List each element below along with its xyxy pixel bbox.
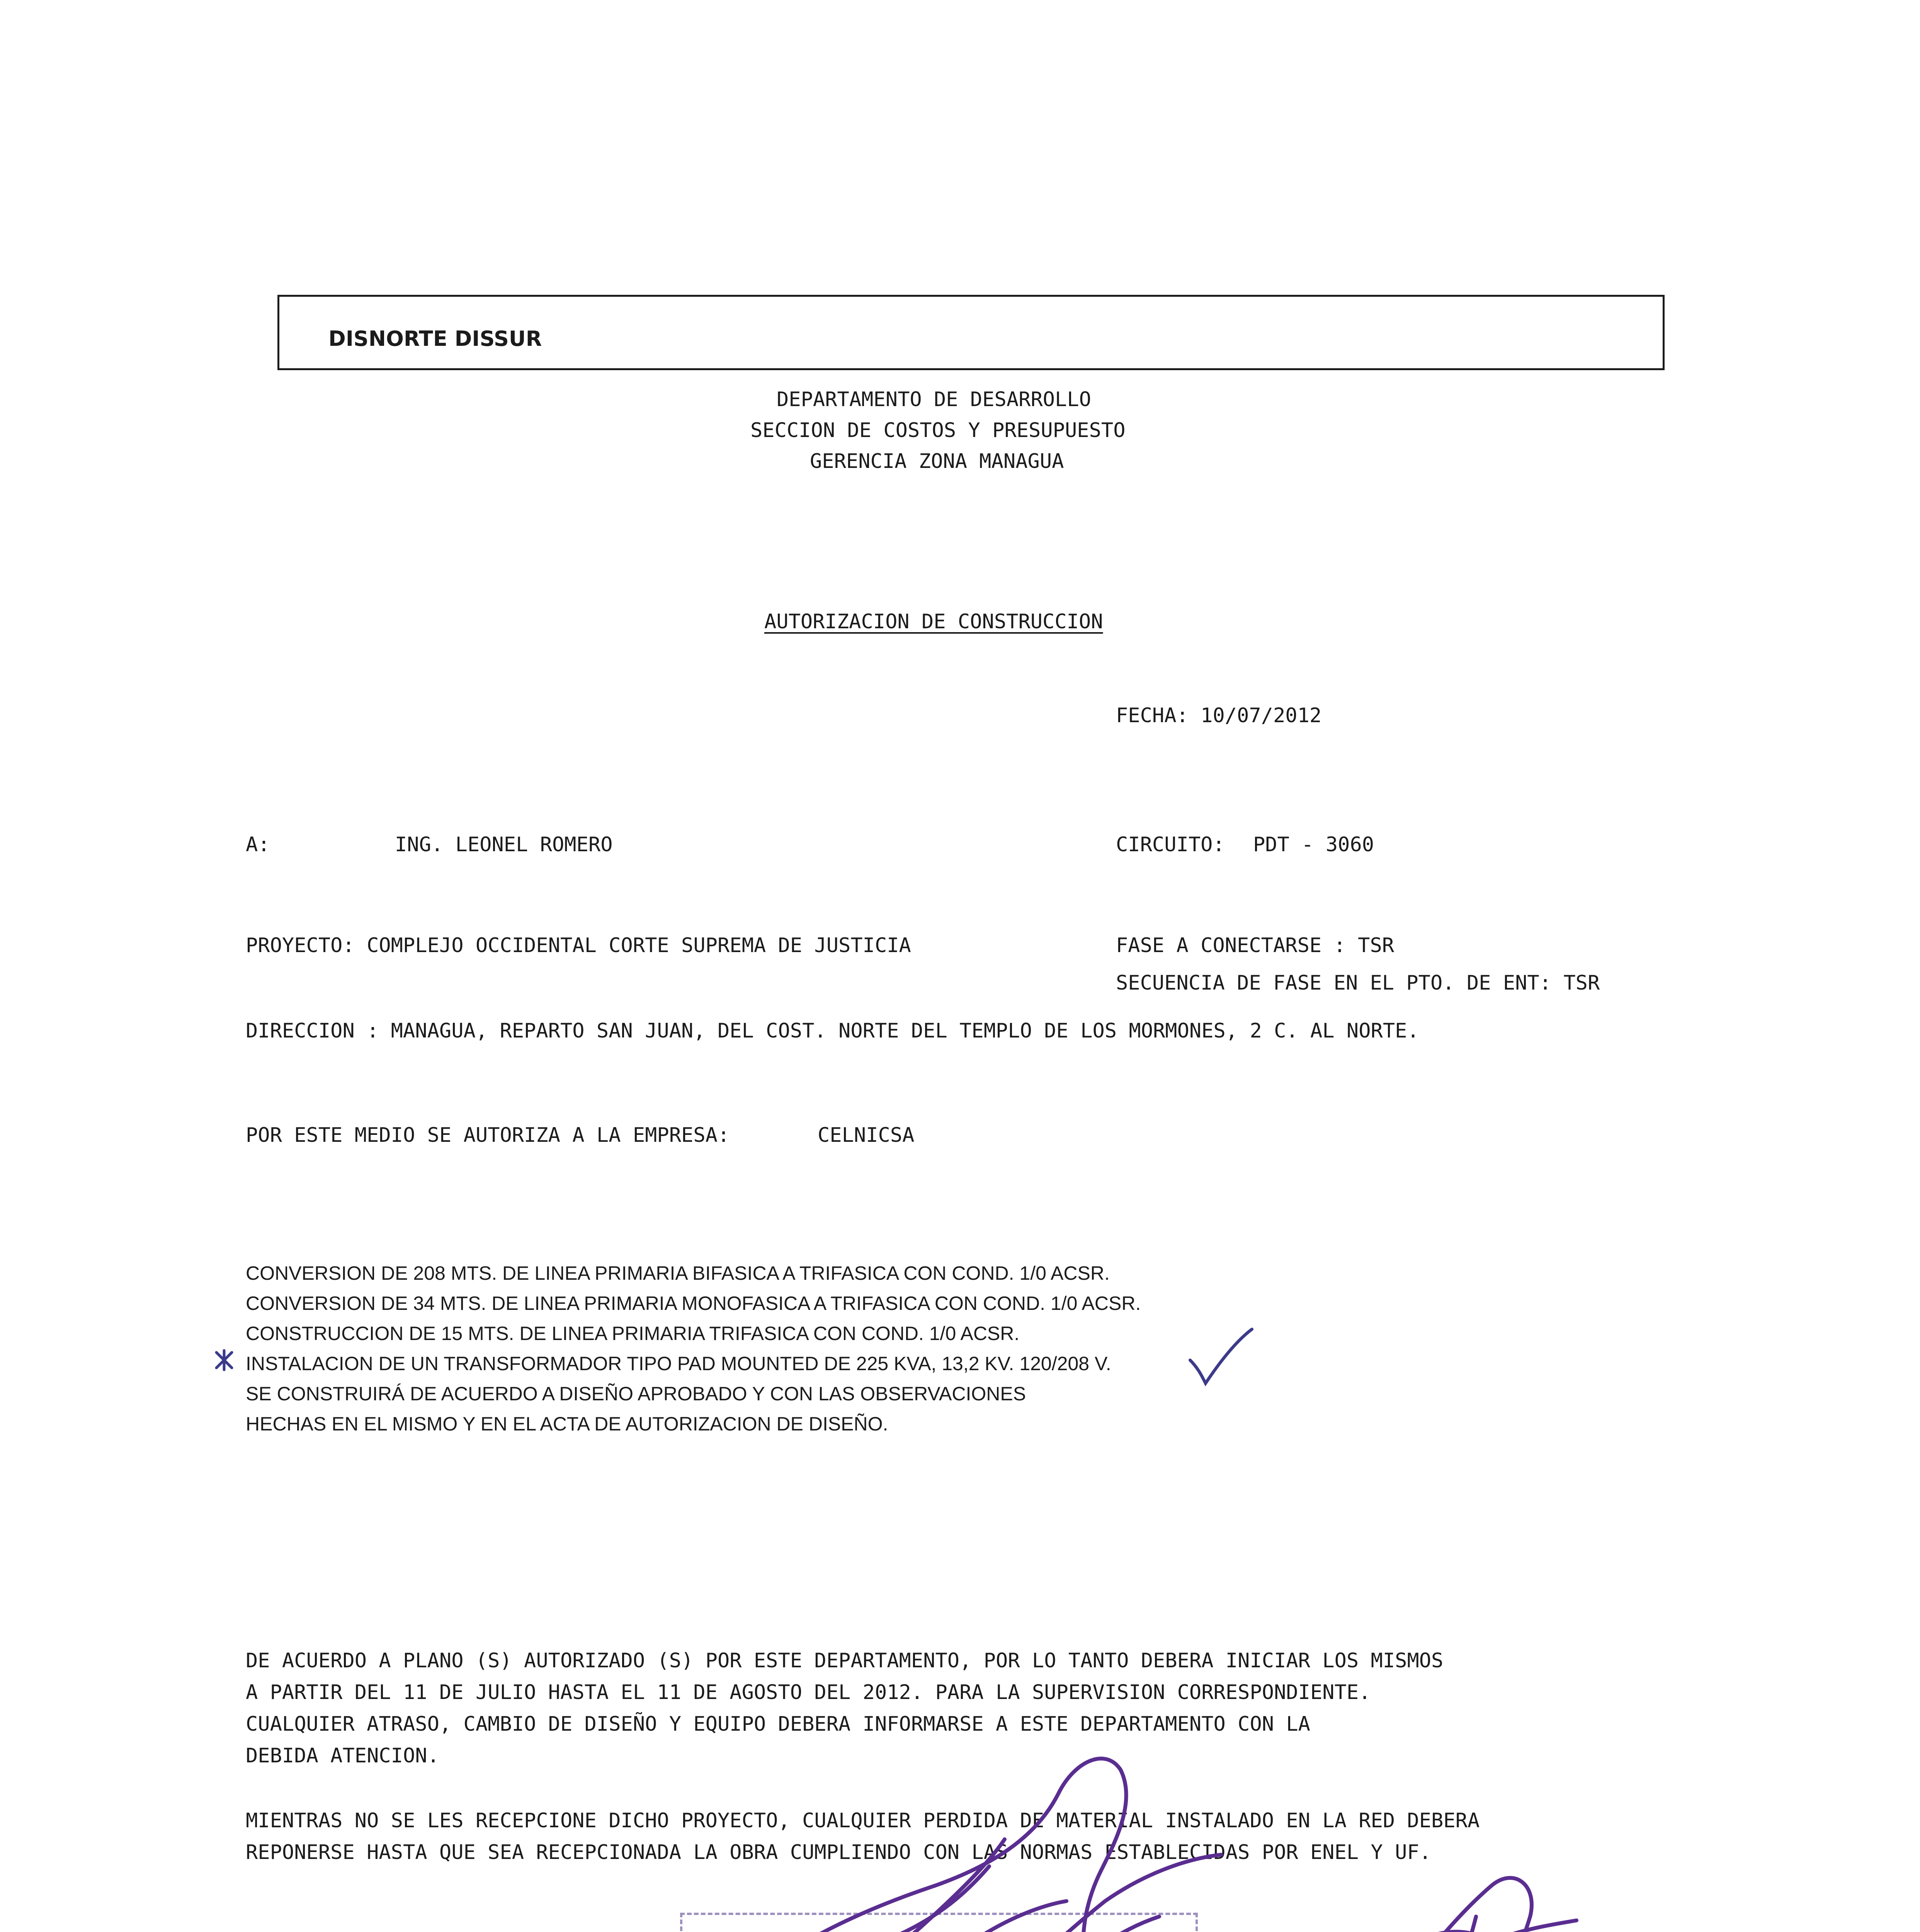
work-item: CONVERSION DE 208 MTS. DE LINEA PRIMARIA BIFASICA A TRIFASICA CON COND. 1/0 ACSR. bbox=[246, 1262, 1110, 1284]
circuito-value: PDT - 3060 bbox=[1253, 833, 1374, 856]
condition-line: DEBIDA ATENCION. bbox=[246, 1744, 439, 1767]
proyecto: PROYECTO: COMPLEJO OCCIDENTAL CORTE SUPREMA DE JUSTICIA bbox=[246, 934, 911, 957]
condition-line: A PARTIR DEL 11 DE JULIO HASTA EL 11 DE AGOSTO DEL 2012. PARA LA SUPERVISION CORRESPONDIENTE. bbox=[246, 1681, 1371, 1704]
recipient-name: ING. LEONEL ROMERO bbox=[395, 833, 613, 856]
empresa-label: POR ESTE MEDIO SE AUTORIZA A LA EMPRESA: bbox=[246, 1124, 730, 1147]
condition-line: CUALQUIER ATRASO, CAMBIO DE DISEÑO Y EQUIPO DEBERA INFORMARSE A ESTE DEPARTAMENTO CON LA bbox=[246, 1713, 1310, 1736]
department-line-2: SECCION DE COSTOS Y PRESUPUESTO bbox=[750, 419, 1126, 442]
notice-line: MIENTRAS NO SE LES RECEPCIONE DICHO PROYECTO, CUALQUIER PERDIDA DE MATERIAL INSTALADO EN LA RED DEBERA bbox=[246, 1809, 1480, 1832]
fase: FASE A CONECTARSE : TSR bbox=[1116, 934, 1395, 957]
work-item: SE CONSTRUIRÁ DE ACUERDO A DISEÑO APROBADO Y CON LAS OBSERVACIONES bbox=[246, 1383, 1026, 1405]
department-line-1: DEPARTAMENTO DE DESARROLLO bbox=[777, 388, 1091, 411]
page-title: AUTORIZACION DE CONSTRUCCION bbox=[764, 610, 1103, 633]
condition-line: DE ACUERDO A PLANO (S) AUTORIZADO (S) POR ESTE DEPARTAMENTO, POR LO TANTO DEBERA INICIAR LOS MISMOS bbox=[246, 1649, 1444, 1672]
work-item: CONSTRUCCION DE 15 MTS. DE LINEA PRIMARIA TRIFASICA CON COND. 1/0 ACSR. bbox=[246, 1323, 1020, 1344]
signature-3-scribble bbox=[1306, 1878, 1604, 1932]
check-mark bbox=[1190, 1329, 1252, 1383]
recipient-label: A: bbox=[246, 833, 270, 856]
empresa-value: CELNICSA bbox=[818, 1124, 915, 1147]
circuito-label: CIRCUITO: bbox=[1116, 833, 1225, 856]
secuencia: SECUENCIA DE FASE EN EL PTO. DE ENT: TSR bbox=[1116, 971, 1600, 995]
work-item: CONVERSION DE 34 MTS. DE LINEA PRIMARIA MONOFASICA A TRIFASICA CON COND. 1/0 ACSR. bbox=[246, 1293, 1141, 1314]
direccion: DIRECCION : MANAGUA, REPARTO SAN JUAN, DEL COST. NORTE DEL TEMPLO DE LOS MORMONES, 2 C. AL NORTE. bbox=[246, 1019, 1419, 1043]
signature-2-scribble bbox=[750, 1759, 1221, 1932]
fecha: FECHA: 10/07/2012 bbox=[1116, 704, 1322, 727]
notice-line: REPONERSE HASTA QUE SEA RECEPCIONADA LA OBRA CUMPLIENDO CON LAS NORMAS ESTABLECIDAS POR ENEL Y UF. bbox=[246, 1841, 1432, 1864]
work-item: HECHAS EN EL MISMO Y EN EL ACTA DE AUTORIZACION DE DISEÑO. bbox=[246, 1413, 888, 1435]
company-name: DISNORTE DISSUR bbox=[328, 327, 542, 351]
asterisk-mark bbox=[216, 1350, 232, 1370]
work-item: INSTALACION DE UN TRANSFORMADOR TIPO PAD MOUNTED DE 225 KVA, 13,2 KV. 120/208 V. bbox=[246, 1353, 1111, 1374]
department-line-3: GERENCIA ZONA MANAGUA bbox=[810, 450, 1064, 473]
